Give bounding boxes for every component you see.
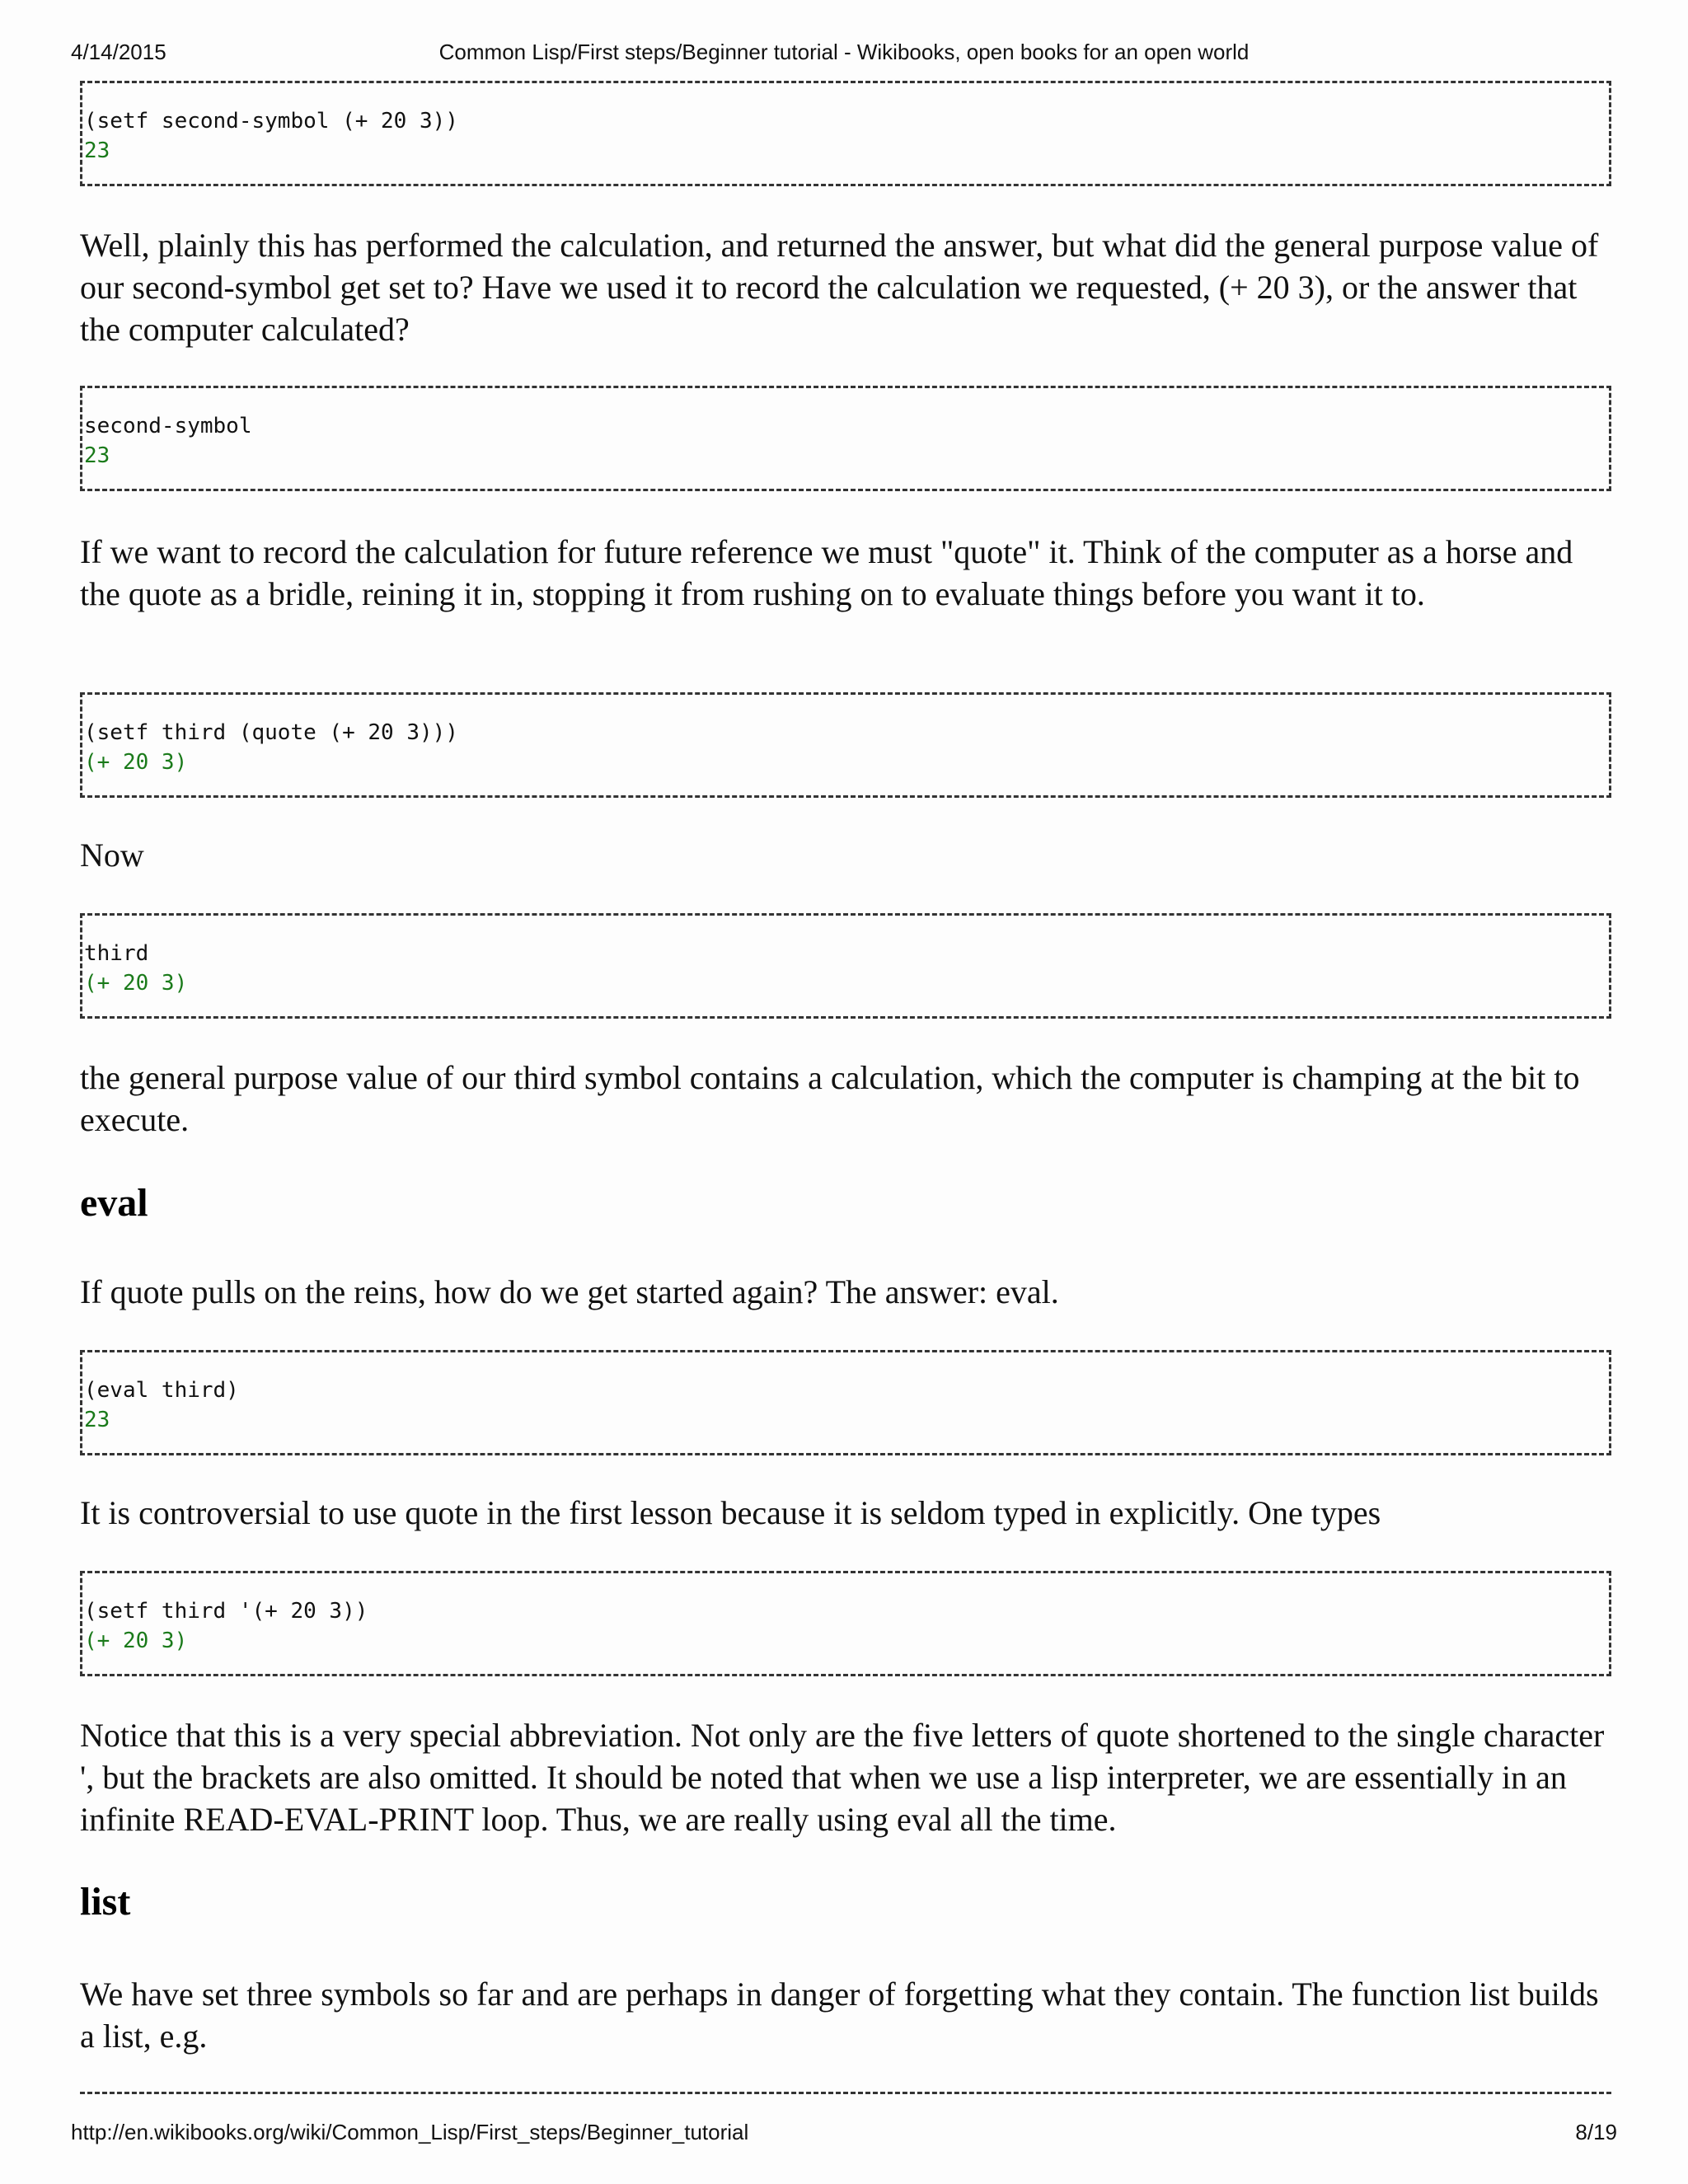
page-number: 8/19 — [1575, 2120, 1617, 2144]
page-footer — [0, 2120, 1688, 2153]
code-block — [80, 1571, 1611, 1676]
code-output: (+ 20 3) — [84, 750, 188, 775]
code-output: (+ 20 3) — [84, 1629, 188, 1653]
code-input: (setf second-symbol (+ 20 3)) — [84, 109, 458, 134]
paragraph: Now — [80, 837, 144, 874]
section-heading: eval — [80, 1181, 148, 1225]
code-block — [80, 81, 1611, 186]
code-output: 23 — [84, 443, 110, 468]
code-output: (+ 20 3) — [84, 971, 188, 996]
page-header — [0, 40, 1688, 73]
code-block — [80, 1350, 1611, 1455]
print-date: 4/14/2015 — [71, 40, 166, 64]
code-input: third — [84, 941, 149, 966]
code-output: 23 — [84, 138, 110, 163]
paragraph: It is controversial to use quote in the first lesson because it is seldom typed in explicitly. One types — [80, 1494, 1381, 1531]
code-block — [80, 692, 1611, 798]
code-block-continued — [80, 2092, 1611, 2103]
code-input: (setf third '(+ 20 3)) — [84, 1599, 368, 1624]
section-heading: list — [80, 1880, 131, 1924]
paragraph: If we want to record the calculation for future reference we must "quote" it. Think of the computer as a horse and the quote as a bridle, reining it in, stopping it from rushing on to evaluate things before you want it to. — [80, 533, 1573, 612]
paragraph: We have set three symbols so far and are perhaps in danger of forgetting what they contain. The function list builds a list, e.g. — [80, 1975, 1599, 2055]
code-output: 23 — [84, 1408, 110, 1432]
page-url: http://en.wikibooks.org/wiki/Common_Lisp/First_steps/Beginner_tutorial — [71, 2120, 749, 2144]
paragraph: the general purpose value of our third symbol contains a calculation, which the computer is champing at the bit to execute. — [80, 1059, 1580, 1138]
code-block — [80, 386, 1611, 491]
paragraph: Notice that this is a very special abbreviation. Not only are the five letters of quote shortened to the single character ', but the brackets are also omitted. It should be noted that when we use a lisp interpreter, we are essentially in an infinite READ-EVAL-PRINT loop. Thus, we are really using eval all the time. — [80, 1717, 1605, 1838]
code-block — [80, 913, 1611, 1019]
code-input: second-symbol — [84, 414, 252, 438]
paragraph: If quote pulls on the reins, how do we get started again? The answer: eval. — [80, 1273, 1059, 1310]
page-title: Common Lisp/First steps/Beginner tutorial - Wikibooks, open books for an open world — [438, 40, 1250, 64]
code-input: (eval third) — [84, 1378, 239, 1403]
code-input: (setf third (quote (+ 20 3))) — [84, 720, 458, 745]
paragraph: Well, plainly this has performed the calculation, and returned the answer, but what did the general purpose value of our second-symbol get set to? Have we used it to record the calculation we requested, (+ 20 3), or the answer that the computer calculated? — [80, 227, 1599, 348]
